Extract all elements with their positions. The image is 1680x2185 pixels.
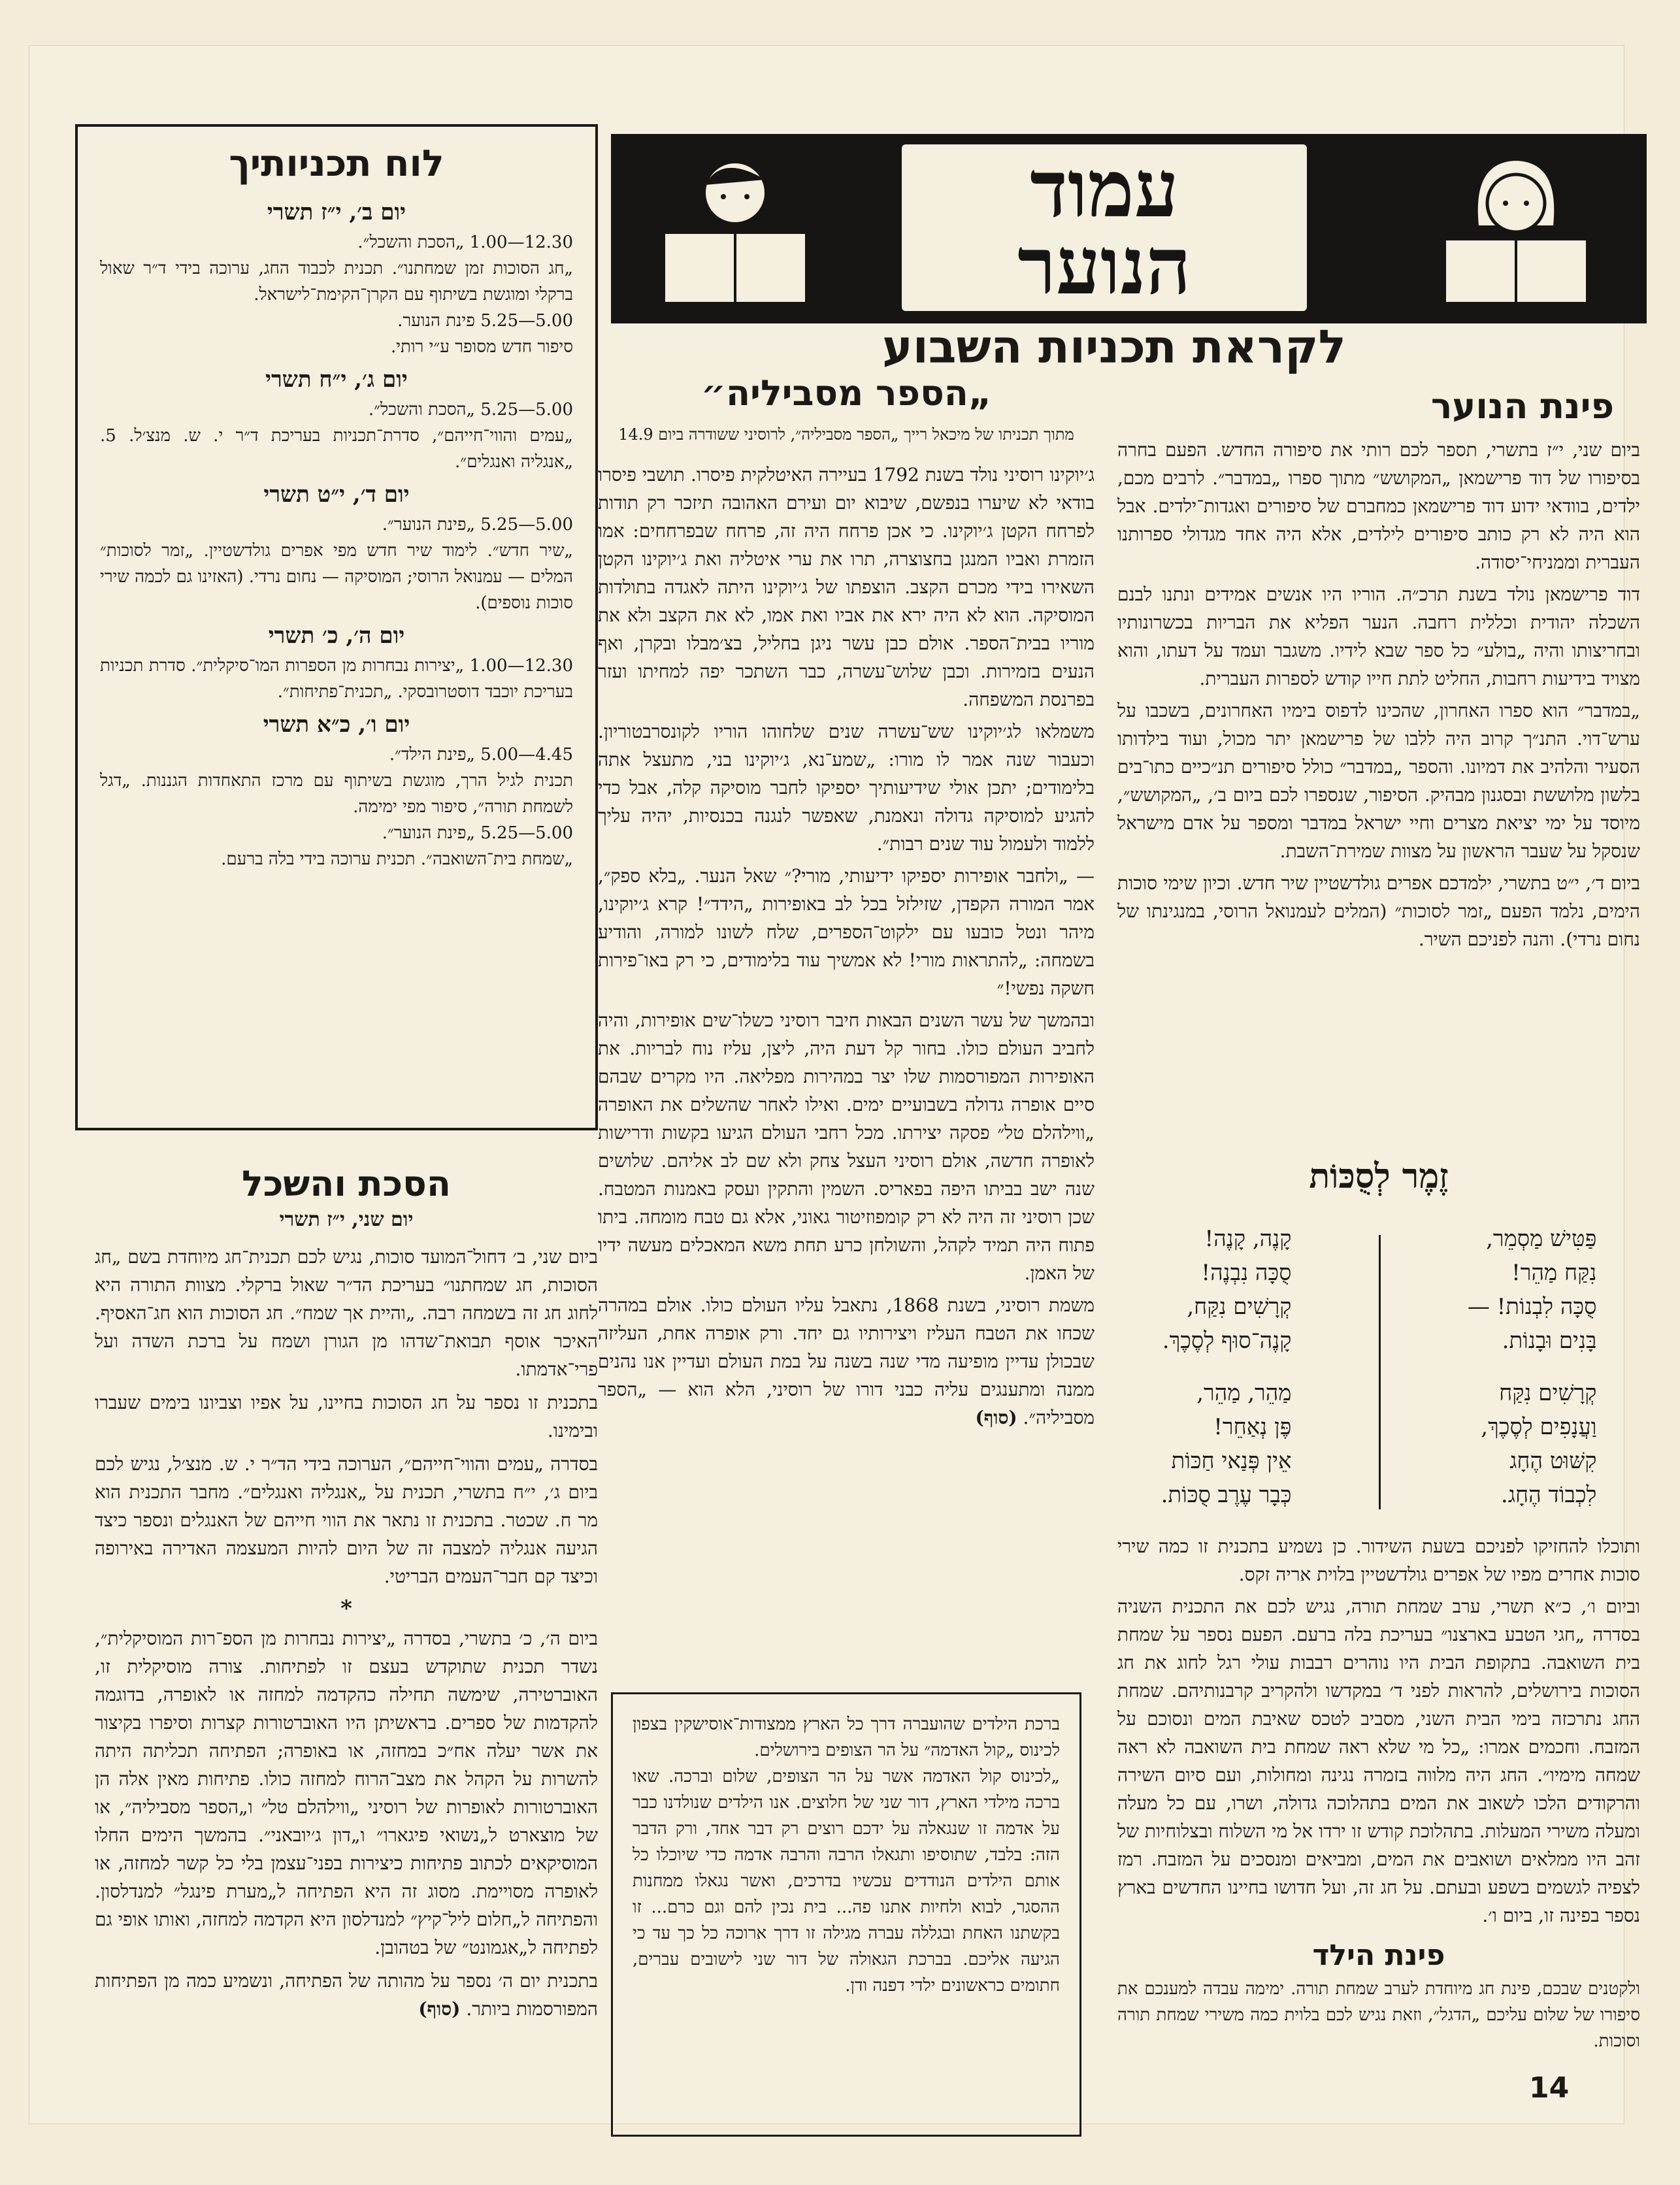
schedule-line: „חג הסוכות זמן שמחתנו״. תכנית לכבוד החג, ערוכה בידי ד״ר שאול ברקלי ומוגשת בשיתוף עם הקרן־הקימת־לישראל.: [100, 259, 573, 304]
paragraph: „במדבר״ הוא ספרו האחרון, שהכינו לדפוס בימיו האחרונים, בשכבו על ערש־דוי. התנ״ך קרוב היה ללבו של פרישמאן יתר מכול, ועוד בילדותו הסעיר והלהיב את דמיונו. והספר „במדבר״ כולל סיפורים תנ״כיים כתו־בים בלשון מלוששת ובסגנון מבהיק. הסיפור, שנספרו לכם ביום ב׳, „המקושש״, מיוסד על ימי יציאת מצרים וחיי ישראל במדבר ומספר על אדם מישראל שנסקל על שעבר הראשון על מצוות שמירת־השבת.: [1117, 700, 1640, 862]
paragraph: — „ולחבר אופירות יספיקו ידיעותי, מורי?״ שאל הנער. „בלא ספק״, אמר המורה הקפדן, שזילזל בכל לב באופירות „הידד״! קרא ג׳יוקינו, מיהר ונטל כובעו עם ילקוט־הספרים, שלח לשונו למורה, והודיע בשמחה: „להתראות מורי! לא אמשיך עוד בלימודים, כי רק באו־פירות חשקה נפשי!״: [598, 865, 1095, 999]
schedule-day-heading: יום ב׳, י״ז תשרי: [267, 199, 406, 225]
paragraph: דוד פרישמאן נולד בשנת תרכ״ה. הוריו היו אנשים אמידים ונתנו לבנם השכלה יהודית וכללית רחבה. הנער הפליא את הבריות בכשרונותיו ובחריצותו והיה „בולע״ כל ספר שבא לידיו. משגבר ועמד על דעתו, והוא מצויד בידיעות רחבות, החליט לתת חייו קודש לספרות העברית.: [1117, 583, 1640, 689]
paragraph: בתכנית זו נספר על חג הסוכות בחיינו, על אפיו וצביונו בימים שעברו ובימינו.: [95, 1392, 598, 1441]
schedule-line: 5.00—5.25 „פינת הנוער״.: [382, 515, 573, 534]
poem-line: כְּבָר עֶרֶב סֻכּוֹת.: [1161, 1482, 1292, 1508]
separator-asterisk: *: [340, 1596, 352, 1622]
youth-corner-title: פינת הנוער: [1430, 386, 1614, 427]
poem-line: קָנֶה, קָנֶה!: [1204, 1226, 1292, 1252]
poem-column-left: [1161, 1222, 1292, 1529]
paragraph-text: בתכנית יום ה׳ נספר על מהותה של הפתיחה, ונשמיע כמה מן הפתיחות המפורסמות ביותר.: [95, 1970, 598, 2020]
poem-line: פַּטִּישׁ מַסְמֵר,: [1486, 1226, 1597, 1252]
poem-column-right: [1468, 1222, 1597, 1529]
schedule-day-heading: יום ד׳, י״ט תשרי: [263, 482, 410, 508]
poem-line: קְרָשִׁים נִקַּח,: [1187, 1294, 1292, 1320]
poem-line: קְרָשִׁים נִקַּח: [1499, 1380, 1597, 1406]
poem-line: מַהֵר, מַהֵר,: [1196, 1380, 1292, 1406]
poem-line: קִשּׁוּט הֶחָג: [1509, 1448, 1597, 1474]
paragraph: [95, 1967, 598, 2023]
poem-title: זֶמֶר לְסֻכּוֹת: [1309, 1157, 1449, 1196]
paragraph: ביום שני, י״ז בתשרי, תספר לכם רותי את סיפורה החדש. הפעם בחרה בסיפורו של דוד פרישמאן „המקושש״ מתוך ספרו „במדבר״. לרבים מכם, ילדים, בוודאי ידוע דוד פרישמאן כמחברם של סיפורים ואגדות־ילדים. אבל הוא היה לא רק כותב סיפורים לילדים, אלא היה אחד מגדולי ספרותנו העברית וממניחי־יסודה.: [1117, 439, 1640, 573]
schedule-box: [75, 124, 598, 1130]
schedule-day-heading: יום ה׳, כ׳ תשרי: [268, 623, 405, 649]
poem-line: וַעֲנָפִים לְסֶכֶךְ,: [1481, 1414, 1597, 1440]
paragraph: ביום ד׳, י״ט בתשרי, ילמדכם אפרים גולדשטיין שיר חדש. וכיון שימי סוכות הימים, נלמד הפעם „זמר לסוכות״ (המלים לעמנואל הרוסי, במנגינתו של נחום נרדי). והנה לפניכם השיר.: [1117, 872, 1640, 950]
banner-title-line1: עמוד: [1030, 142, 1179, 235]
article-caption: מתוך תכניתו של מיכאל רייך „הספר מסביליה״, לרוסיני ששודרה ביום 14.9: [618, 425, 1074, 444]
youth-corner-article: [1117, 386, 1640, 953]
poem-line: אֵין פְּנַאי חַכּוֹת: [1171, 1448, 1292, 1474]
poem-line: סֻכָּה נִבְנֶה!: [1201, 1260, 1292, 1286]
paragraph: ביום ה׳, כ׳ בתשרי, בסדרה „יצירות נבחרות מן הספ־רות המוסיקלית״, נשדר תכנית שתוקדש בעצם זו לפתיחות. צורה מוסיקלית זו, האוברטירה, שימשה תחילה כהקדמה למחזה או לאופרה, בדוגמה להקדמות של ספרים. בראשיתן היו האוברטורות קצרות וסיפרו בקיצור את אשר יעלה אח״כ במחזה, או באופרה; הפתיחה תכליתה היתה להשרות על הקהל את מצב־הרוח למחזה כולו. פתיחות מאין אלה הן האוברטורות לאופרות של רוסיני „ווילהלם טל״ ו„הספר מסביליה״, או של מוצארט ל„נשואי פיגארו״ ו„דון ג׳יובאני״. בהמשך הימים החלו המוסיקאים לכתוב פתיחות כיצירות בפני־עצמן בלי כל קשר למחזה, או לאופרה מסויימת. מסוג זה היא הפתיחה ל„מערת פינגל״ למנדלסון. והפתיחה ל„חלום ליל־קיץ״ למנדלסון היא הקדמה למחזה, ואותו אופי גם לפתיחה ל„אגמונט״ של בטהובן.: [95, 1628, 598, 1958]
poem-line: לִכְבוֹד הֶחָג.: [1500, 1482, 1597, 1508]
blessing-text: ברכת הילדים שהועברה דרך כל הארץ ממצודות־אוסישקין בצפון לכינוס „קול האדמה״ על הר הצופים בירושלים. „לכינוס קול האדמה אשר על הר הצופים, שלום וברכה. שאו ברכה מילדי הארץ, דור שני של חלוצים. אנו הילדים שנולדנו כבר על אדמה זו שנגאלה על ידכם רוצים רק דבר אחד, ורק הדבר הזה: בלבד, שתוסיפו ותגאלו הרבה והרבה אדמה כדי שיוכלו כל אותם הילדים הנודדים עכשיו בדרכים, ואשר נגאלו ממחנות ההסגר, לבוא ולחיות אתנו פה... בית נכין להם וגם כרם... זו בקשתנו האחת ובגללה עברה מגילה זו דרך ארוכה כל כך עד כי הגיעה אליכם. בברכת הגאולה של דור שני לישובים עברים, חתומים כראשונים ילדי דפנה ודן.: [633, 1715, 1060, 1996]
end-mark: (סוף): [418, 1998, 461, 2020]
schedule-line: 5.00—5.25 „הסכת והשכל״.: [368, 400, 573, 419]
boy-illustration: [650, 147, 820, 317]
section-subtitle: יום שני, י״ז תשרי: [279, 1208, 414, 1231]
poem-stanza: [1468, 1376, 1597, 1512]
schedule-line: סיפור חדש מסופר ע״י רותי.: [390, 337, 573, 357]
children-blessing-box: [611, 1692, 1081, 2137]
schedule-line: „שמחת בית־השואבה״. תכנית ערוכה בידי בלה ברעם.: [221, 849, 573, 869]
paragraph: ג׳יוקינו רוסיני נולד בשנת 1792 בעיירה האיטלקית פיסרו. תושבי פיסרו בודאי לא שיערו בנפשם, שיבוא יום ועירם האהובה תיזכר רק תודות לפרחח הקטן ג׳יוקינו. כי אכן פרחח היה זה, פרחח שבפרחחים: אמו הזמרת ואביו המנגן בחצוצרה, תרו את ערי איטליה ואת ג׳יוקינו הקטן השאירו בידי מכרם הקצב. הוצפתו של ג׳יוקינו היתה לאגדה בתולדות המוסיקה. הוא לא היה ירא את אביו ואת אמו, לא את הקצב ולא את מוריו בבית־הספר. אולם כבן עשר ניגן בחליל, בצ׳מבלו ובקרן, ואף הנעים בזמירות. וכבן שלוש־עשרה, כבר השתכר יפה למחיתו ועזר בפרנסת המשפחה.: [598, 464, 1095, 710]
poem-stanza: [1161, 1222, 1292, 1358]
poem-line: קָנֶה־סוּף לְסֶכֶךְ.: [1162, 1328, 1292, 1354]
schedule-line: 5.00—5.25 „פינת הנוער״.: [382, 823, 573, 843]
poem-stanza: [1161, 1376, 1292, 1512]
schedule-line: תכנית לגיל הרך, מוגשת בשיתוף עם מרכז התאחדות הגננות. „דגל לשמחת תורה״, סיפור מפי ימימה.: [100, 771, 573, 817]
paragraph: וביום ו׳, כ״א תשרי, ערב שמחת תורה, נגיש לכם את התכנית השניה בסדרה „חגי הטבע בארצנו״ בעריכת בלה ברעם. הפעם נספר על שמחת בית השואבה. בתקופת הבית היו נוהרים רבבות עולי רגל לחוג את חג הסוכות בירושלים, להראות לפני ד׳ במקדשו ולהקריב קרבנותיהם. שמחת החג נתרכזה בימי הבית השני, מסביב לטכס שאיבת המים ונסוכם על המזבח. וחכמים אמרו: „כל מי שלא ראה שמחת בית השואבה לא ראה שמחה מימיו״. החג היה מלווה בזמרה נגינה ומחולות, ועם סיום השירה והרקודים הלכו לשאוב את המים בתהלוכה גדולה, ושרו, עם כל מעלה ומעלה משירי המעלות. בתהלוכת קודש זו ירדו אל מי השלוח ובצלוחיות של זהב היו ממלאים ושואבים את המים, ומביאים ומנסכים על המזבח. רמז לצפיה לגשמים בשפע ובעתם. על חג זה, ועל חדושו בחיינו החדשים בארץ נספר בפינה זו, ביום ו׳.: [1117, 1596, 1640, 1926]
child-corner-title: פינת הילד: [1312, 1939, 1445, 1972]
poem-divider: [1379, 1235, 1381, 1509]
youth-corner-continued: [1117, 1532, 1640, 2054]
poem-stanza: [1468, 1222, 1597, 1358]
paragraph: ותוכלו להחזיקו לפניכם בשעת השידור. כן נשמיע בתכנית זו כמה שירי סוכות אחרים מפיו של אפרים גולדשטיין בלוית אריה זקס.: [1117, 1536, 1640, 1585]
banner-title-line2: הנוער: [1017, 220, 1191, 312]
section-title: הסכת והשכל: [242, 1163, 451, 1204]
schedule-title: לוח תכניותיך: [229, 142, 444, 185]
poem-line: סֻכָּה לִבְנוֹת! —: [1467, 1294, 1597, 1320]
schedule-line: 12.30—1.00 „הסכת והשכל״.: [357, 233, 573, 252]
schedule-line: „שיר חדש״. לימוד שיר חדש מפי אפרים גולדשטיין. „זמר לסוכות״ המלים — עמנואל הרוסי; המוסיקה — נחום נרדי. (האזינו גם לכמה שירי סוכות נוספים).: [100, 541, 573, 613]
paragraph: ולקטנים שבכם, פינת חג מיוחדת לערב שמחת תורה. ימימה עבדה למענכם את סיפורו של שלום עליכם „הדגל״, וזאת נגיש לכם בלוית כמה משירי שמחת תורה וסוכות.: [1117, 1979, 1640, 2051]
end-mark: (סוף): [975, 1407, 1017, 1428]
paragraph-text: משמת רוסיני, בשנת 1868, נתאבל עליו העולם כולו. אולם במהרה שכחו את הטבח העליז ויצירותיו גם יחד. ורק אופרה אחת, העליזה שבכולן עדיין מופיעה מדי שנה בשנה על במת העולם ועדיין אנו נהנים ממנה ומתענגים עליה כבני דורו של רוסיני, הלא הוא — „הספר מסביליה״.: [598, 1294, 1095, 1428]
paragraph: משמלאו לג׳יוקינו שש־עשרה שנים שלחוהו הוריו לקונסרבטוריון. וכעבור שנה אמר לו מורו: „שמע־נא, ג׳יוקינו בני, מתעצל אתה בלימודים; יתכן אולי שידיעותיך יספיקו לחבר מוסיקה קלה, אבל כדי להגיע למוסיקה גדולה ונאמנת, שאפשר לנגנה בכנסיות, יהיה עליך ללמוד ולעמול עוד שנים רבות״.: [598, 721, 1095, 855]
newspaper-page: [29, 46, 1640, 2124]
page-number: 14: [1529, 2071, 1570, 2105]
paragraph: ובהמשך של עשר השנים הבאות חיבר רוסיני כשלו־שים אופירות, והיה לחביב העולם כולו. בחור קל דעת היה, ליצן, עליז נוח לבריות. את האופירות המפורסמות שלו יצר במהירות מפליאה. היו מקרים שבהם סיים אופרה גדולה בשבועיים ימים. ואילו לאחר שהשלים את האופרה „ווילהלם טל״ פסקה יצירתו. מכל רחבי העולם הגיעו בקשות ודרישות לאופרה חדשה, אולם רוסיני העצל צחק ולא שם לב אליהם. שלושים שנה ישב בביתו היפה בפאריס. השמין והתקין ועסק באמנות המטבח. שכן רוסיני זה היה לא רק קומפוזיטור גאוני, אלא גם טבח מומחה. ביתו פתוח היה תמיד לקהל, והשולחן כרע תחת משא המאכלים מעשה ידיו של האמן.: [598, 1010, 1095, 1284]
article-title: „הספר מסביליה״: [700, 372, 992, 414]
week-programs-title: לקראת תכניות השבוע: [882, 320, 1346, 374]
schedule-line: „עמים והווי־חייהם״, סדרת־תכניות בעריכת ד״ר י. ש. מנצ׳ל. 5. „אנגליה ואנגלים״.: [100, 426, 573, 472]
girl-illustration: [1431, 147, 1601, 317]
schedule-line: 4.45—5.00 „פינת הילד״.: [389, 745, 573, 764]
barber-of-seville-article: [598, 372, 1095, 1432]
paragraph: [598, 1291, 1095, 1432]
schedule-line: 5.00—5.25 פינת הנוער.: [397, 311, 573, 331]
banner-title: [902, 144, 1307, 311]
paragraph: ביום שני, ב׳ דחול־המועד סוכות, נגיש לכם תכנית־חג מיוחדת בשם „חג הסוכות, חג שמחתנו״ בעריכת הד״ר שאול ברקלי. מצוות התורה היא לחוג חג זה בשמחה רבה. „והיית אך שמח״. חג הסוכות הוא חג־האסיף. האיכר אוסף תבואת־שדהו מן הגורן ושמח על ברכת השדה ועל פרי־אדמתו.: [95, 1246, 598, 1380]
poem-line: פֶּן נְאַחֵר!: [1213, 1414, 1292, 1440]
schedule-day-heading: יום ו׳, כ״א תשרי: [263, 712, 410, 738]
schedule-line: 12.30—1.00 „יצירות נבחרות מן הספרות המו־סיקלית״. סדרת תכניות בעריכת יוכבד דוסטרובסקי. „תכנית־פתיחות״.: [100, 656, 573, 702]
paragraph: בסדרה „עמים והווי־חייהם״, הערוכה בידי הד״ר י. ש. מנצ׳ל, נגיש לכם ביום ג׳, י״ח בתשרי, תכנית על „אנגליה ואנגלים״. מחבר התכנית הוא מר ח. שכטר. בתכנית זו נתאר את הווי חייהם של האנגלים ונספר כיצד הגיעה אנגליה למצבה זה של היום להיות המעצמה האדירה באירופה וכיצד קם חבר־העמים הבריטי.: [95, 1453, 599, 1587]
poem: [1117, 1222, 1640, 1529]
poem-line: בָּנִים וּבָנוֹת.: [1502, 1328, 1597, 1354]
schedule-day-heading: יום ג׳, י״ח תשרי: [265, 367, 408, 393]
youth-page-banner: [611, 134, 1647, 323]
poem-line: נִקַּח מַהֵר!: [1511, 1260, 1597, 1286]
listen-and-learn-section: [95, 1163, 598, 2023]
